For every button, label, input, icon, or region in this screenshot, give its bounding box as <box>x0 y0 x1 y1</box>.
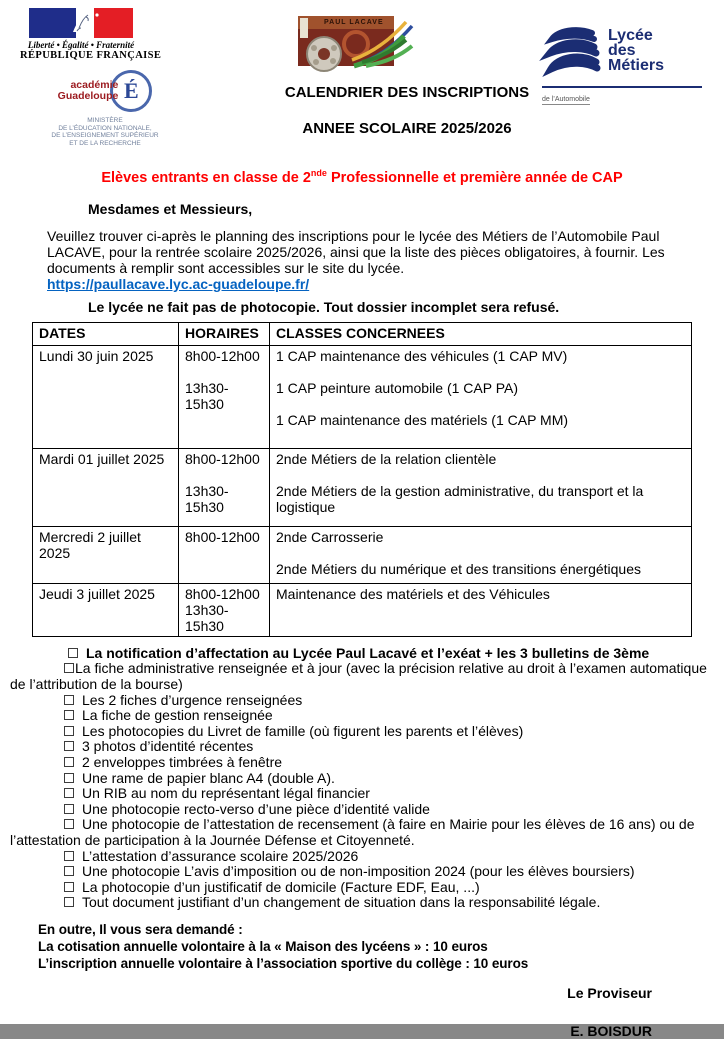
checkbox-icon <box>64 882 74 892</box>
table-row <box>33 345 692 448</box>
checklist-item: 3 photos d’identité récentes <box>10 739 724 755</box>
cell-classes: 2nde Carrosserie 2nde Métiers du numérique et des transitions énergétiques <box>270 526 692 583</box>
french-flag-marianne-icon <box>20 8 142 38</box>
checkbox-icon <box>64 788 74 798</box>
cell-classes: Maintenance des matériels et des Véhicules <box>270 583 692 636</box>
metiers-subtitle: de l’Automobile <box>542 96 590 103</box>
cell-date: Mardi 01 juillet 2025 <box>33 448 179 526</box>
checklist-item: Une photocopie de l’attestation de recensement (à faire en Mairie pour les élèves de 16 ans) ou de l’attestation de participation à la Journée Défense et Citoyenneté. <box>10 816 695 848</box>
checkbox-icon <box>64 726 74 736</box>
checkbox-icon <box>64 663 74 673</box>
checklist-item: Un RIB au nom du représentant légal financier <box>10 786 724 802</box>
cell-hours: 8h00-12h00 13h30-15h30 <box>179 583 270 636</box>
table-row <box>33 583 692 636</box>
checklist-item: 2 enveloppes timbrées à fenêtre <box>10 755 724 771</box>
cell-classes: 2nde Métiers de la relation clientèle 2nde Métiers de la gestion administrative, du transport et la logistique <box>270 448 692 526</box>
required-documents-checklist <box>0 646 724 911</box>
table-row <box>33 448 692 526</box>
column-header-classes: CLASSES CONCERNEES <box>270 322 692 345</box>
academie-e-icon: É <box>110 70 152 112</box>
checkbox-icon <box>68 648 78 658</box>
academie-guadeloupe-logo <box>46 70 164 147</box>
paul-lacave-logo <box>294 16 420 73</box>
salutation: Mesdames et Messieurs, <box>88 200 253 217</box>
checklist-item: Une photocopie L’avis d’imposition ou de non-imposition 2024 (pour les élèves boursiers) <box>10 864 724 880</box>
metiers-label: Lycée des Métiers <box>608 27 665 74</box>
checklist-item: La fiche administrative renseignée et à jour (avec la précision relative au droit à l’examen automatique de l’attribution de la bourse) <box>10 660 707 693</box>
republique-francaise-logo <box>20 8 162 61</box>
table-header-row <box>33 322 692 345</box>
additional-fees-note <box>38 921 724 972</box>
paul-lacave-label: PAUL LACAVE <box>324 19 384 26</box>
checkbox-icon <box>64 773 74 783</box>
document-subtitle: ANNEE SCOLAIRE 2025/2026 <box>302 120 512 137</box>
cell-date: Mercredi 2 juillet 2025 <box>33 526 179 583</box>
cell-date: Jeudi 3 juillet 2025 <box>33 583 179 636</box>
rf-name: RÉPUBLIQUE FRANÇAISE <box>20 50 162 61</box>
intro-paragraph: Veuillez trouver ci-après le planning des inscriptions pour le lycée des Métiers de l’Automobile Paul LACAVE, pour la rentrée scolaire 2025/2026, ainsi que la liste des pièces obligatoires, à fournir. Les documents à remplir sont accessibles sur le site du lycée. <box>47 227 665 276</box>
ministere-label: MINISTÈRE DE L’ÉDUCATION NATIONALE, DE L’ENSEIGNEMENT SUPÉRIEUR ET DE LA RECHERCHE <box>51 117 159 147</box>
column-header-horaires: HORAIRES <box>179 322 270 345</box>
checkbox-icon <box>64 710 74 720</box>
checkbox-icon <box>64 757 74 767</box>
document-header <box>0 0 724 152</box>
fees-note-line: La cotisation annuelle volontaire à la « Maison des lycéens » : 10 euros <box>38 938 488 954</box>
cell-hours: 8h00-12h00 13h30-15h30 <box>179 448 270 526</box>
metiers-ribbon-icon <box>542 26 604 83</box>
photocopy-notice: Le lycée ne fait pas de photocopie. Tout dossier incomplet sera refusé. <box>88 298 560 315</box>
fees-note-title: En outre, Il vous sera demandé : <box>38 921 243 937</box>
checklist-item: La fiche de gestion renseignée <box>10 708 724 724</box>
fees-note-line: L’inscription annuelle volontaire à l’association sportive du collège : 10 euros <box>38 955 529 971</box>
cell-classes: 1 CAP maintenance des véhicules (1 CAP MV) 1 CAP peinture automobile (1 CAP PA) 1 CAP maintenance des matériels (1 CAP MM) <box>270 345 692 448</box>
checklist-item: Une photocopie recto-verso d’une pièce d’identité valide <box>10 802 724 818</box>
checkbox-icon <box>64 819 74 829</box>
academie-label: académie Guadeloupe <box>57 79 119 102</box>
lycee-website-link[interactable]: https://paullacave.lyc.ac-guadeloupe.fr/ <box>47 275 310 292</box>
signature-role: Le Proviseur <box>567 984 652 1001</box>
checkbox-icon <box>64 741 74 751</box>
inscription-schedule-table <box>32 322 692 637</box>
table-row <box>33 526 692 583</box>
checklist-item: La notification d’affectation au Lycée Paul Lacavé et l’exéat + les 3 bulletins de 3ème <box>10 646 724 662</box>
rf-motto: Liberté • Égalité • Fraternité <box>27 40 135 50</box>
checkbox-icon <box>64 804 74 814</box>
checkbox-icon <box>64 866 74 876</box>
cell-hours: 8h00-12h00 <box>179 526 270 583</box>
red-heading: Elèves entrants en classe de 2nde Professionnelle et première année de CAP <box>101 168 623 186</box>
checklist-item: Une rame de papier blanc A4 (double A). <box>10 771 724 787</box>
checklist-item: Les photocopies du Livret de famille (où figurent les parents et l’élèves) <box>10 724 724 740</box>
cell-hours: 8h00-12h00 13h30-15h30 <box>179 345 270 448</box>
checklist-item: Tout document justifiant d’un changement de situation dans la responsabilité légale. <box>10 895 724 911</box>
checkbox-icon <box>64 851 74 861</box>
checklist-item: Les 2 fiches d’urgence renseignées <box>10 693 724 709</box>
paul-lacave-gears-icon <box>294 57 420 73</box>
cell-date: Lundi 30 juin 2025 <box>33 345 179 448</box>
checkbox-icon <box>64 897 74 907</box>
document-title: CALENDRIER DES INSCRIPTIONS <box>284 84 530 101</box>
column-header-dates: DATES <box>33 322 179 345</box>
checklist-item: L’attestation d’assurance scolaire 2025/2026 <box>10 849 724 865</box>
checkbox-icon <box>64 695 74 705</box>
checklist-item: La photocopie d’un justificatif de domicile (Facture EDF, Eau, ...) <box>10 880 724 896</box>
signature-name: E. BOISDUR <box>570 1022 652 1039</box>
